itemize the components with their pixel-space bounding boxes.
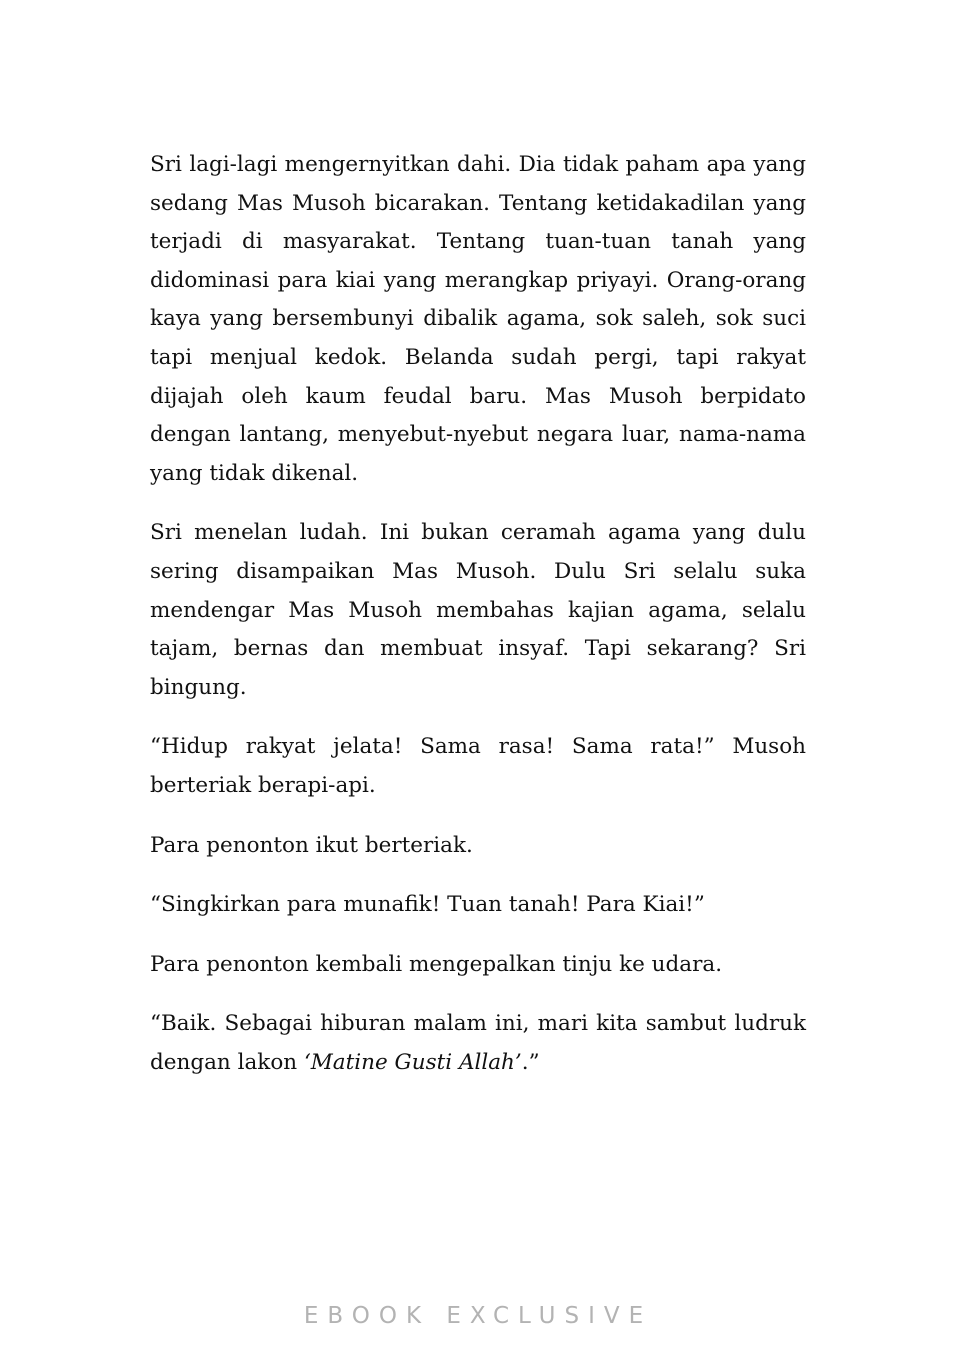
page-body: [150, 146, 806, 1103]
footer-watermark: EBOOK EXCLUSIVE: [303, 1303, 653, 1329]
paragraph-7-text-before: “Baik. Sebagai hiburan malam ini, mari kita sambut ludruk dengan lakon: [150, 1011, 806, 1075]
paragraph-2: Sri menelan ludah. Ini bukan ceramah agama yang dulu sering disampaikan Mas Musoh. Dulu Sri selalu suka mendengar Mas Musoh membahas kajian agama, selalu tajam, bernas dan membuat insyaf. Tapi sekarang? Sri bingung.: [150, 520, 806, 700]
paragraph-7: [150, 1005, 806, 1082]
paragraph-1: Sri lagi-lagi mengernyitkan dahi. Dia tidak paham apa yang sedang Mas Musoh bicarakan. Tentang ketidakadilan yang terjadi di masyarakat. Tentang tuan-tuan tanah yang didominasi para kiai yang merangkap priyayi. Orang-orang kaya yang bersembunyi dibalik agama, sok saleh, sok suci tapi menjual kedok. Belanda sudah pergi, tapi rakyat dijajah oleh kaum feudal baru. Mas Musoh berpidato dengan lantang, menyebut-nyebut negara luar, nama-nama yang tidak dikenal.: [150, 152, 806, 486]
paragraph-5: “Singkirkan para munafik! Tuan tanah! Para Kiai!”: [150, 892, 705, 918]
play-title: ‘Matine Gusti Allah’: [303, 1049, 522, 1075]
paragraph-3: “Hidup rakyat jelata! Sama rasa! Sama rata!” Musoh berteriak berapi-api.: [150, 734, 806, 798]
paragraph-7-text-after: .”: [521, 1049, 540, 1075]
paragraph-4: Para penonton ikut berteriak.: [150, 832, 473, 858]
paragraph-6: Para penonton kembali mengepalkan tinju ke udara.: [150, 951, 723, 977]
